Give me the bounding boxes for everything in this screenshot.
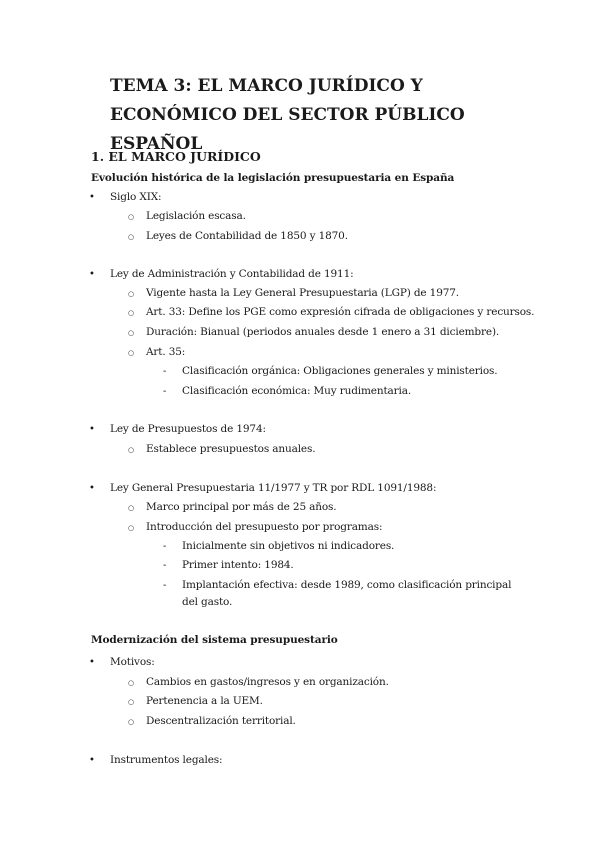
circle-marker: ○ [128,290,134,298]
circle-marker: ○ [128,213,134,221]
list-item [128,693,263,710]
dash-marker: - [163,386,167,397]
list-item [89,189,162,206]
list-item [89,480,437,497]
list-item-text: Duración: Bianual (periodos anuales desde 1 enero a 31 diciembre). [146,326,500,338]
list-item [128,344,186,361]
list-item-text: Siglo XIX: [110,191,162,203]
circle-marker: ○ [128,349,134,357]
subsection-heading-modernization: Modernización del sistema presupuestario [91,634,338,646]
list-item [128,519,383,536]
list-item-text: Primer intento: 1984. [182,559,294,571]
list-item [128,674,389,691]
list-item [128,228,348,245]
list-item-text: Clasificación orgánica: Obligaciones generales y ministerios. [182,365,498,377]
circle-marker: ○ [128,504,134,512]
dash-marker: - [163,366,167,377]
list-item-text: Ley General Presupuestaria 11/1977 y TR por RDL 1091/1988: [110,482,437,494]
list-item-text: Inicialmente sin objetivos ni indicadores. [182,540,395,552]
dash-marker: - [163,580,167,591]
list-item-text: Motivos: [110,656,155,668]
dash-marker: - [163,560,167,571]
bullet-marker: • [89,483,95,494]
section-heading: 1. EL MARCO JURÍDICO [91,149,261,164]
list-item-text: Establece presupuestos anuales. [146,443,316,455]
dash-marker: - [163,541,167,552]
circle-marker: ○ [128,233,134,241]
list-item [163,577,512,611]
list-item-text: Ley de Presupuestos de 1974: [110,423,266,435]
list-item-text: Art. 35: [146,346,186,358]
list-item [128,441,316,458]
bullet-marker: • [89,657,95,668]
list-item-text: Ley de Administración y Contabilidad de 1911: [110,268,354,280]
circle-marker: ○ [128,309,134,317]
list-item-text: Instrumentos legales: [110,754,223,766]
list-item [128,285,459,302]
list-item [163,363,512,380]
list-item [163,557,512,574]
subsection-heading-historical: Evolución histórica de la legislación presupuestaria en España [91,172,455,184]
list-item-text: Marco principal por más de 25 años. [146,501,337,513]
bullet-marker: • [89,755,95,766]
list-item [89,266,354,283]
bullet-marker: • [89,192,95,203]
list-item [128,713,296,730]
list-item-text: Pertenencia a la UEM. [146,695,263,707]
circle-marker: ○ [128,718,134,726]
list-item [89,421,266,438]
circle-marker: ○ [128,329,134,337]
list-item [163,383,512,400]
list-item-text: Descentralización territorial. [146,715,296,727]
document-title: TEMA 3: EL MARCO JURÍDICO Y ECONÓMICO DEL SECTOR PÚBLICO ESPAÑOL [110,76,465,154]
list-item [128,499,337,516]
list-item-text: Implantación efectiva: desde 1989, como clasificación principal del gasto. [182,579,512,608]
list-item-text: Legislación escasa. [146,210,246,222]
list-item-text: Cambios en gastos/ingresos y en organización. [146,676,389,688]
bullet-marker: • [89,269,95,280]
circle-marker: ○ [128,698,134,706]
list-item [89,752,223,769]
list-item [128,304,535,321]
list-item-text: Introducción del presupuesto por programas: [146,521,383,533]
list-item [163,538,512,555]
circle-marker: ○ [128,446,134,454]
circle-marker: ○ [128,524,134,532]
list-item-text: Vigente hasta la Ley General Presupuestaria (LGP) de 1977. [146,287,459,299]
list-item-text: Clasificación económica: Muy rudimentaria. [182,385,412,397]
circle-marker: ○ [128,679,134,687]
list-item-text: Leyes de Contabilidad de 1850 y 1870. [146,230,348,242]
list-item-text: Art. 33: Define los PGE como expresión cifrada de obligaciones y recursos. [146,306,535,318]
bullet-marker: • [89,424,95,435]
list-item [128,208,246,225]
list-item [89,654,155,671]
list-item [128,324,500,341]
